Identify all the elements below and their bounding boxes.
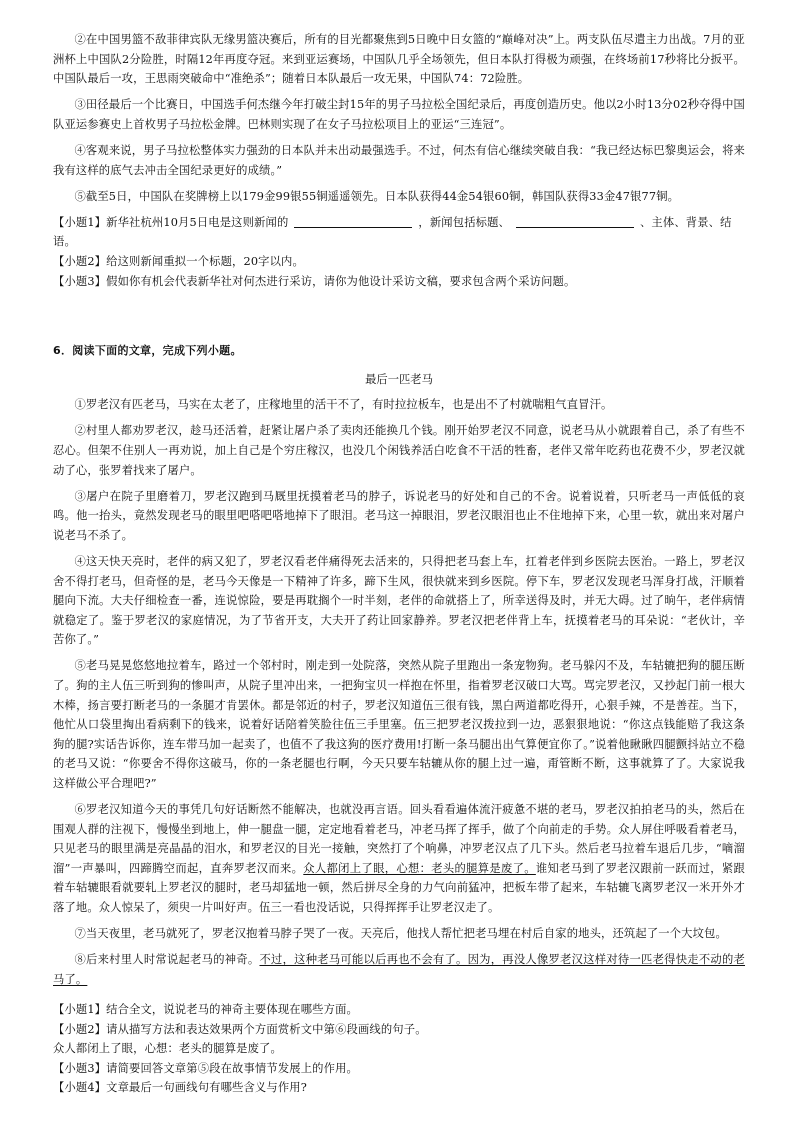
underlined-sentence-p8: 不过，这种老马可能以后再也不会有了。因为，再没人像罗老汉这样对待一匹老得快走不动的老马了。	[53, 953, 746, 986]
article-question-2: 【小题2】请从描写方法和表达效果两个方面赏析文中第⑥段画线的句子。	[53, 1022, 427, 1036]
article-paragraph-8: ⑧后来村里人时常说起老马的神奇。不过，这种老马可能以后再也不会有了。因为，再没人像罗老汉这样对待一匹老得快走不动的老马了。	[53, 953, 746, 986]
news-question-1: 【小题1】新华社杭州10月5日电是这则新闻的 ，新闻包括标题、 、主体、背景、结语。	[53, 215, 732, 249]
article-paragraph-1: ①罗老汉有匹老马，马实在太老了，庄稼地里的活干不了，有时拉拉板车，也是出不了村就喘粗气直冒汗。	[74, 398, 613, 412]
article-question-3: 【小题3】请简要回答文章第⑤段在故事情节发展上的作用。	[53, 1061, 358, 1075]
article-paragraph-3: ③屠户在院子里磨着刀，罗老汉跑到马厩里抚摸着老马的脖子，诉说老马的好处和自己的不舍。说着说着，只听老马一声低低的哀鸣。他一抬头，竟然发现老马的眼里吧嗒吧嗒地掉下了眼泪。老马这一掉眼泪，罗老汉眼泪也止不住地掉下来，心里一软，就出来对屠户说老马不杀了。	[53, 489, 745, 542]
news-paragraph-3: ③田径最后一个比赛日，中国选手何杰继今年打破尘封15年的男子马拉松全国纪录后，再度创造历史。他以2小时13分02秒夺得中国队亚运参赛史上首枚男子马拉松金牌。巴林则实现了在女子马拉松项目上的亚运“三连冠”。	[53, 98, 745, 131]
news-question-2: 【小题2】给这则新闻重拟一个标题，20字以内。	[53, 254, 304, 268]
news-paragraph-2: ②在中国男篮不敌菲律宾队无缘男篮决赛后，所有的目光都聚焦到5日晚中日女篮的“巅峰对决”上。两支队伍尽遣主力出战。7月的亚洲杯上中国队2分险胜，时隔12年再度夺冠。来到亚运赛场，中国队几乎全场领先，但日本队打得极为顽强，在终场前17秒将比分扳平。中国队最后一攻，王思雨突破命中“准绝杀”；随着日本队最后一攻无果，中国队74：72险胜。	[53, 33, 745, 86]
article-paragraph-2: ②村里人都劝罗老汉，趁马还活着，赶紧让屠户杀了卖肉还能换几个钱。刚开始罗老汉不同意，说老马从小就跟着自己，杀了有些不忍心。但架不住别人一再劝说，加上自己是个穷庄稼汉，也没几个闲钱养活白吃食不干活的牲畜，老伴又常年吃药也花费不少，罗老汉就动了心，张罗着找来了屠户。	[53, 424, 745, 477]
article-question-1: 【小题1】结合全文，说说老马的神奇主要体现在哪些方面。	[53, 1002, 358, 1016]
underlined-sentence-p6: 众人都闭上了眼，心想：老头的腿算是废了。	[303, 861, 536, 875]
article-question-4: 【小题4】文章最后一句画线句有哪些含义与作用?	[53, 1081, 307, 1095]
article-paragraph-7: ⑦当天夜里，老马就死了，罗老汉抱着马脖子哭了一夜。天亮后，他找人帮忙把老马埋在村后自家的地头，还筑起了一个大坟包。	[74, 927, 727, 941]
article-paragraph-4: ④这天快天亮时，老伴的病又犯了，罗老汉看老伴痛得死去活来的，只得把老马套上车，扛着老伴到乡医院去医治。一路上，罗老汉舍不得打老马，但奇怪的是，老马今天像是一下精神了许多，蹄下生风，很快就来到乡医院。停下车，罗老汉发现老马浑身打战，汗顺着腿向下流。大夫仔细检查一番，连说惊险，要是再耽搁个一时半刻，老伴的命就搭上了，所幸送得及时，并无大碍。过了晌午，老伴病情就稳定了。鉴于罗老汉的家庭情况，为了节省开支，大夫开了药让回家静养。罗老汉把老伴背上车，抚摸着老马的耳朵说：“老伙计，辛苦你了。”	[53, 554, 745, 647]
answer-blank-1[interactable]	[294, 214, 412, 228]
article-title: 最后一匹老马	[365, 372, 433, 386]
document-page	[53, 30, 745, 1098]
news-paragraph-4: ④客观来说，男子马拉松整体实力强劲的日本队并未出动最强选手。不过，何杰有信心继续突破自我：“我已经达标巴黎奥运会，将来我有这样的底气去冲击全国纪录更好的成绩。”	[53, 143, 745, 177]
section-6-heading: 6．阅读下面的文章，完成下列小题。	[53, 344, 242, 358]
answer-blank-2[interactable]	[516, 214, 634, 228]
news-paragraph-5: ⑤截至5日，中国队在奖牌榜上以179金99银55铜遥遥领先。日本队获得44金54银60铜，韩国队获得33金47银77铜。	[74, 189, 680, 203]
article-paragraph-5: ⑤老马晃晃悠悠地拉着车，路过一个邻村时，刚走到一处院落，突然从院子里跑出一条宠物狗。老马躲闪不及，车轱辘把狗的腿压断了。狗的主人伍三听到狗的惨叫声，从院子里冲出来，一把狗宝贝一样抱在怀里，指着罗老汉破口大骂。骂完罗老汉，又抄起门前一根大木棒，扬言要打断老马的一条腿才肯罢休。都是邻近的村子，罗老汉知道伍三很有钱，黑白两道都吃得开，心狠手辣，不是善茬。当下，他忙从口袋里掏出看病剩下的钱来，说着好话陪着笑脸往伍三手里塞。伍三把罗老汉拨拉到一边，恶狠狠地说：“你这点钱能赔了我这条狗的腿?实话告诉你，连车带马加一起卖了，也值不了我这狗的医疗费用!打断一条马腿出出气算便宜你了。”说着他瞅瞅四腿颤抖站立不稳的老马又说：“你要舍不得你这破马，你的一条老腿也行啊，今天只要车轱辘从你的腿上过一遍，甭管断不断，这事就算了了。大家说我这样做公平合理吧?”	[53, 659, 745, 790]
news-question-3: 【小题3】假如你有机会代表新华社对何杰进行采访，请你为他设计采访文稿，要求包含两个采访问题。	[53, 274, 576, 288]
article-paragraph-6: ⑥罗老汉知道今天的事凭几句好话断然不能解决，也就没再言语。回头看看遍体流汗疲惫不堪的老马，罗老汉拍拍老马的头，然后在围观人群的注视下，慢慢坐到地上，伸一腿盘一腿，定定地看着老马，冲老马挥了挥手，做了个向前走的手势。众人屏住呼吸看着老马，只见老马的眼里满是亮晶晶的泪水，和罗老汉的目光一接触，突然打了个响鼻，冲罗老汉点了几下头。然后老马拉着车退后几步，“嘀溜溜”一声暴叫，四蹄腾空而起，直奔罗老汉而来。众人都闭上了眼，心想：老头的腿算是废了。谁知老马到了罗老汉跟前一跃而过，紧跟着车轱辘眼看就要轧上罗老汉的腿时，老马却猛地一顿，然后拼尽全身的力气向前猛冲，把板车带了起来，车轱辘飞离罗老汉一米开外才落了地。众人惊呆了，须臾一片叫好声。伍三一看也没话说，只得挥挥手让罗老汉走了。	[53, 803, 745, 915]
article-question-2-quote: 众人都闭上了眼，心想：老头的腿算是废了。	[53, 1042, 282, 1056]
